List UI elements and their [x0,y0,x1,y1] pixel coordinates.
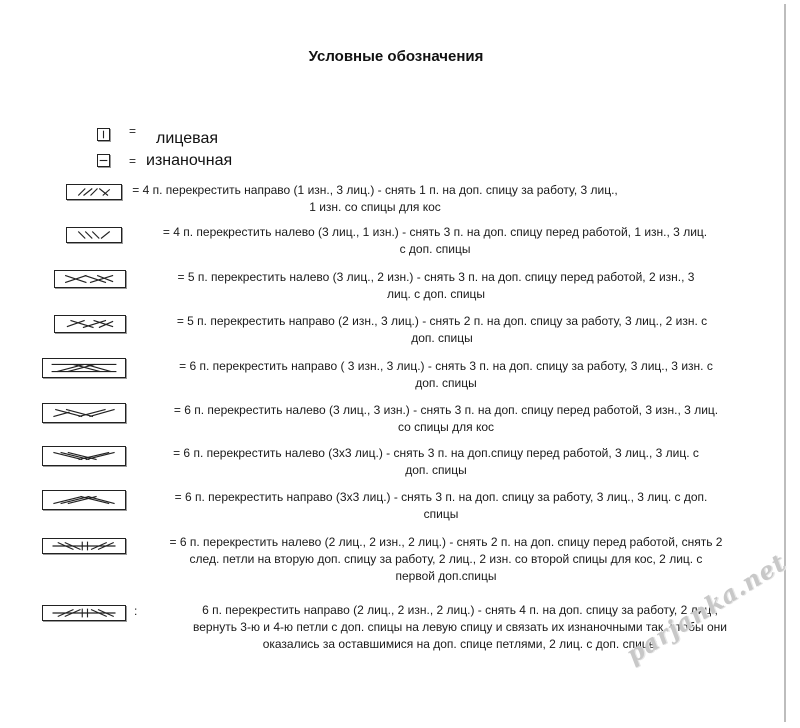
entry-7-line-1: = 6 п. перекрестить налево (3х3 лиц.) - снять 3 п. на доп.спицу перед работой, 3 лиц., 3 лиц. с [173,446,699,460]
cable-4-right-icon [66,184,122,200]
knit-label: лицевая [156,130,219,147]
cable-2-2-2-left-icon [42,538,126,554]
entry-3-line-2: лиц. с доп. спицы [386,287,486,301]
entry-6-line-1: = 6 п. перекрестить налево (3 лиц., 3 изн.) - снять 3 п. на доп. спицу перед работой, 3 изн., 3 лиц. [173,403,719,417]
purl-label: изнаночная [146,152,233,169]
entry-3-text [126,269,746,303]
purl-stitch-icon [97,154,110,167]
entry-4-text [122,313,762,347]
entry-6-text [126,402,766,436]
cable-4-left-icon [66,227,122,243]
entry-9-text [126,534,766,585]
watermark: parjanka.net [620,547,792,669]
entry-7-line-2: доп. спицы [405,463,467,477]
page-title: Условные обозначения [308,48,484,65]
entry-2-line-2: с доп. спицы [399,242,471,256]
entry-5-text [126,358,766,392]
entry-3-line-1: = 5 п. перекрестить налево (3 лиц., 2 изн.) - снять 3 п. на доп. спицу перед работой, 2 изн., 3 [177,270,695,284]
purl-equals: = [129,154,137,168]
entry-1-line-2: 1 изн. со спицы для кос [309,200,441,214]
cable-6-right-icon [42,358,126,378]
entry-4-line-2: доп. спицы [411,331,473,345]
cable-5-right-icon [54,315,126,333]
entry-9-line-2: след. петли на вторую доп. спицу за работу, 2 лиц., 2 изн. со второй спицы для кос, 2 лиц. с [189,552,703,566]
entry-2-text [120,224,750,258]
entry-10-line-2: вернуть 3-ю и 4-ю петли с доп. спицы на левую спицу и связать их изнаночными так, чтобы они [193,620,727,634]
entry-5-line-2: доп. спицы [415,376,477,390]
cable-2-2-2-right-icon [42,605,126,621]
cable-5-left-icon [54,270,126,288]
entry-4-line-1: = 5 п. перекрестить направо (2 изн., 3 лиц.) - снять 2 п. на доп. спицу за работу, 3 лиц., 2 изн. с [176,314,708,328]
entry-5-line-1: = 6 п. перекрестить направо ( 3 изн., 3 лиц.) - снять 3 п. на доп. спицу за работу, 3 лиц., 3 изн. с [179,359,713,373]
entry-8-line-2: спицы [423,507,459,521]
entry-6-line-2: со спицы для кос [397,420,495,434]
entry-10-colon: : [134,604,138,618]
legend-page [8,4,792,722]
cable-6-left-icon [42,403,126,423]
entry-7-text [126,445,746,479]
entry-8-line-1: = 6 п. перекрестить направо (3х3 лиц.) - снять 3 п. на доп. спицу за работу, 3 лиц., 3 лиц. с доп. [174,490,708,504]
knit-equals: = [129,124,137,138]
entry-1-line-1: = 4 п. перекрестить направо (1 изн., 3 лиц.) - снять 1 п. на доп. спицу за работу, 3 лиц., [132,183,618,197]
entry-9-line-3: первой доп.спицы [395,569,497,583]
entry-10-line-1: 6 п. перекрестить направо (2 лиц., 2 изн., 2 лиц.) - снять 4 п. на доп. спицу за работу, 2 лиц., [202,603,718,617]
entry-2-line-1: = 4 п. перекрестить налево (3 лиц., 1 изн.) - снять 3 п. на доп. спицу перед работой, 1 изн., 3 лиц. [162,225,708,239]
cable-3x3-left-icon [42,446,126,466]
entry-1-text [120,182,630,216]
cable-3x3-right-icon [42,490,126,510]
entry-8-text [126,489,756,523]
knit-stitch-icon [97,128,110,141]
entry-10-line-3: оказались за оставшимися на доп. спице петлями, 2 лиц. с доп. спицы [262,637,658,651]
entry-9-line-1: = 6 п. перекрестить налево (2 лиц., 2 изн., 2 лиц.) - снять 2 п. на доп. спицу перед работой, снять 2 [169,535,723,549]
